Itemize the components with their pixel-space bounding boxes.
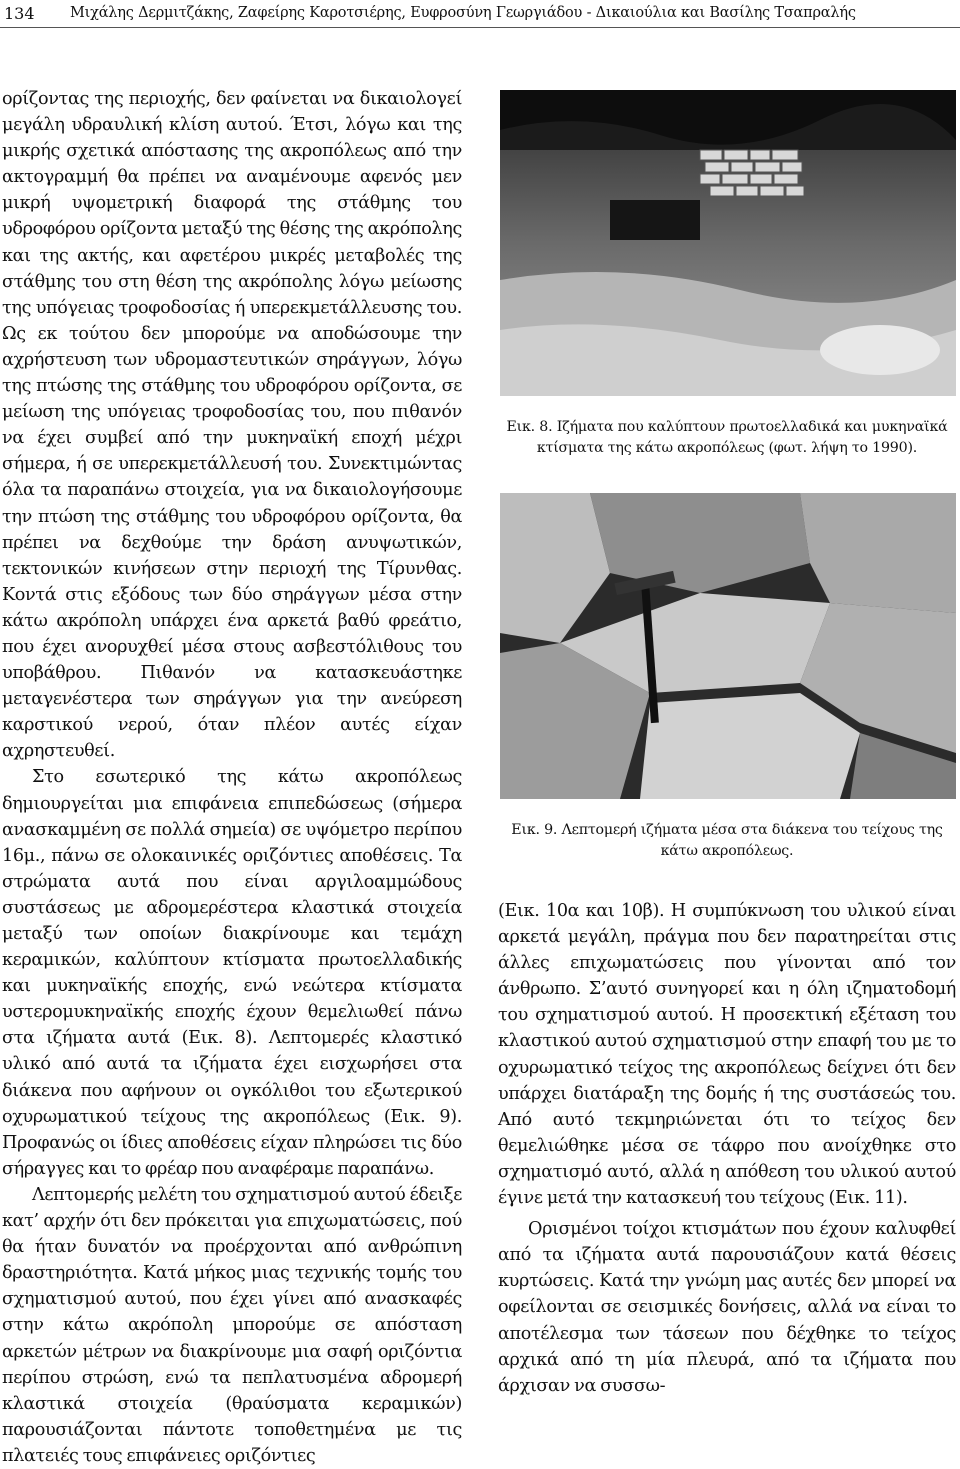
right-column	[498, 898, 956, 1399]
figure-8-caption	[498, 417, 956, 459]
left-column	[2, 86, 462, 1469]
running-head: Μιχάλης Δερμιτζάκης, Ζαφείρης Καροτσιέρης, Ευφροσύνη Γεωργιάδου - Δικαιούλια και Βασίλης Τσαπραλής	[70, 5, 856, 21]
figure-9-label: Εικ. 9.	[511, 822, 558, 838]
page-header	[0, 0, 960, 24]
figure-8-text: Ιζήματα που καλύπτουν πρωτοελλαδικά και μυκηναϊκά κτίσματα της κάτω ακροπόλεως (φωτ. λήψη το 1990).	[536, 419, 948, 456]
page-number: 134	[4, 4, 35, 23]
figure-8-photo	[500, 90, 956, 396]
figure-9-text: Λεπτομερή ιζήματα μέσα στα διάκενα του τείχους της κάτω ακροπόλεως.	[561, 822, 943, 859]
left-paragraph-1: ορίζοντας της περιοχής, δεν φαίνεται να δικαιολογεί μεγάλη υδραυλική κλίση αυτού. Έτσι, λόγω και της μικρής σχετικά απόστασης της ακροπόλεως από την ακτογραμμή θα πρέπει να αναμένουμε αφενός μεν μικρή υψομετρική διαφορά της στάθμης του υδροφόρου ορίζοντα μεταξύ της θέσης της ακρόπολης και της ακτής, και αφετέρου μικρές μεταβολές της στάθμης του στη θέση της ακρόπολης λόγω μείωσης της υπόγειας τροφοδοσίας ή υπερεκμετάλλευσης του. Ως εκ τούτου δεν μπορούμε να αποδώσουμε την αχρήστευση των υδρομαστευτικών σηράγγων, λόγω της πτώσης της στάθμης του υδροφόρου ορίζοντα, σε μείωση της υπόγειας τροφοδοσίας του, που πιθανόν να έχει συμβεί από την μυκηναϊκή εποχή μέχρι σήμερα, ή σε υπερεκμετάλλευσή του. Συνεκτιμώντας όλα τα παραπάνω στοιχεία, για να δικαιολογήσουμε την πτώση της στάθμης του υδροφόρου ορίζοντα, θα πρέπει να δεχθούμε την δράση ανυψωτικών, τεκτονικών κινήσεων στην περιοχή της Τίρυνθας. Κοντά στις εξόδους των δύο σηράγγων μέσα στην κάτω ακρόπολη υπάρχει ένα αρκετά βαθύ φρεάτιο, που έχει ανορυχθεί μέσα στους ασβεστόλιθους του υποβάθρου. Πιθανόν να κατασκευάστηκε μεταγενέστερα των σηράγγων για την ανεύρεση καρστικού νερού, όταν πλέον αυτές είχαν αχρηστευθεί.	[2, 89, 462, 762]
left-paragraph-3: Λεπτομερής μελέτη του σχηματισμού αυτού έδειξε κατ’ αρχήν ότι δεν πρόκειται για επιχωματώσεις, πού θα ήταν δυνατόν να προέρχονται από ανθρώπινη δραστηριότητα. Κατά μήκος μιας τεχνικής τομής του σχηματισμού αυτού, που έχει γίνει από ανασκαφές στην κάτω ακρόπολη μπορούμε σε απόσταση αρκετών μέτρων να διακρίνουμε μια σαφή οριζόντια περίπου στρώση, ενώ τα πεπλατυσμένα αδρομερή κλαστικά στοιχεία (θραύσματα κεραμικών) παρουσιάζονται πάντοτε τοποθετημένα με τις πλατειές τους επιφάνειες οριζόντιες	[2, 1184, 462, 1466]
right-paragraph-2: Ορισμένοι τοίχοι κτισμάτων που έχουν καλυφθεί από τα ιζήματα αυτά παρουσιάζουν κατά θέσεις κυρτώσεις. Κατά την γνώμη μας αυτές δεν μπορεί να οφείλονται σε σεισμικές δονήσεις, αλλά να είναι το αποτέλεσμα των τάσεων που δέχθηκε το τείχος αρχικά από τη μία πλευρά, από τα ιζήματα που άρχισαν να συσσω-	[498, 1219, 956, 1396]
right-paragraph-1: (Εικ. 10α και 10β). Η συμπύκνωση του υλικού είναι αρκετά μεγάλη, πράγμα που δεν παρατηρείται στις άλλες επιχωματώσεις που γίνονται από τον άνθρωπο. Σ’αυτό συνηγορεί και η όλη ιζηματοδομή του σχηματισμού αυτού. Η προσεκτική εξέταση του κλαστικού αυτού σχηματισμού στην επαφή του με το οχυρωματικό τείχος της ακροπόλεως δείχνει ότι δεν υπάρχει διατάραξη της δομής ή της συστάσεώς του. Από αυτό τεκμηριώνεται ότι το τείχος δεν θεμελιώθηκε μέσα σε τάφρο που ανοίχθηκε στο σχηματισμό αυτό, αλλά η απόθεση του υλικού αυτού έγινε μετά την κατασκευή του τείχους (Εικ. 11).	[498, 901, 956, 1209]
figure-9-caption	[498, 820, 956, 862]
header-rule	[0, 27, 960, 28]
left-paragraph-2: Στο εσωτερικό της κάτω ακροπόλεως δημιουργείται μια επιφάνεια επιπεδώσεως (σήμερα ανασκαμμένη σε πολλά σημεία) σε υψόμετρο περίπου 16μ., πάνω σε ολοκαινικές οριζόντιες αποθέσεις. Τα στρώματα αυτά που είναι αργιλοαμμώδους συστάσεως με αδρομερέστερα κλαστικά στοιχεία μεταξύ των οποίων διακρίνουμε και τεμάχη κεραμικών, καλύπτουν κτίσματα πρωτοελλαδικής και μυκηναϊκής εποχής, ενώ νεώτερα κτίσματα υστερομυκηναϊκής εποχής έχουν θεμελιωθεί πάνω στα ιζήματα αυτά (Εικ. 8). Λεπτομερές κλαστικό υλικό από αυτά τα ιζήματα έχει εισχωρήσει στα διάκενα που αφήνουν οι ογκόλιθοι του εξωτερικού οχυρωματικού τείχους της ακροπόλεως (Εικ. 9). Προφανώς οι ίδιες αποθέσεις είχαν πληρώσει τις δύο σήραγγες και το φρέαρ που αναφέραμε παραπάνω.	[2, 767, 462, 1179]
figure-8-label: Εικ. 8.	[506, 419, 553, 435]
figure-9-photo	[500, 493, 956, 799]
